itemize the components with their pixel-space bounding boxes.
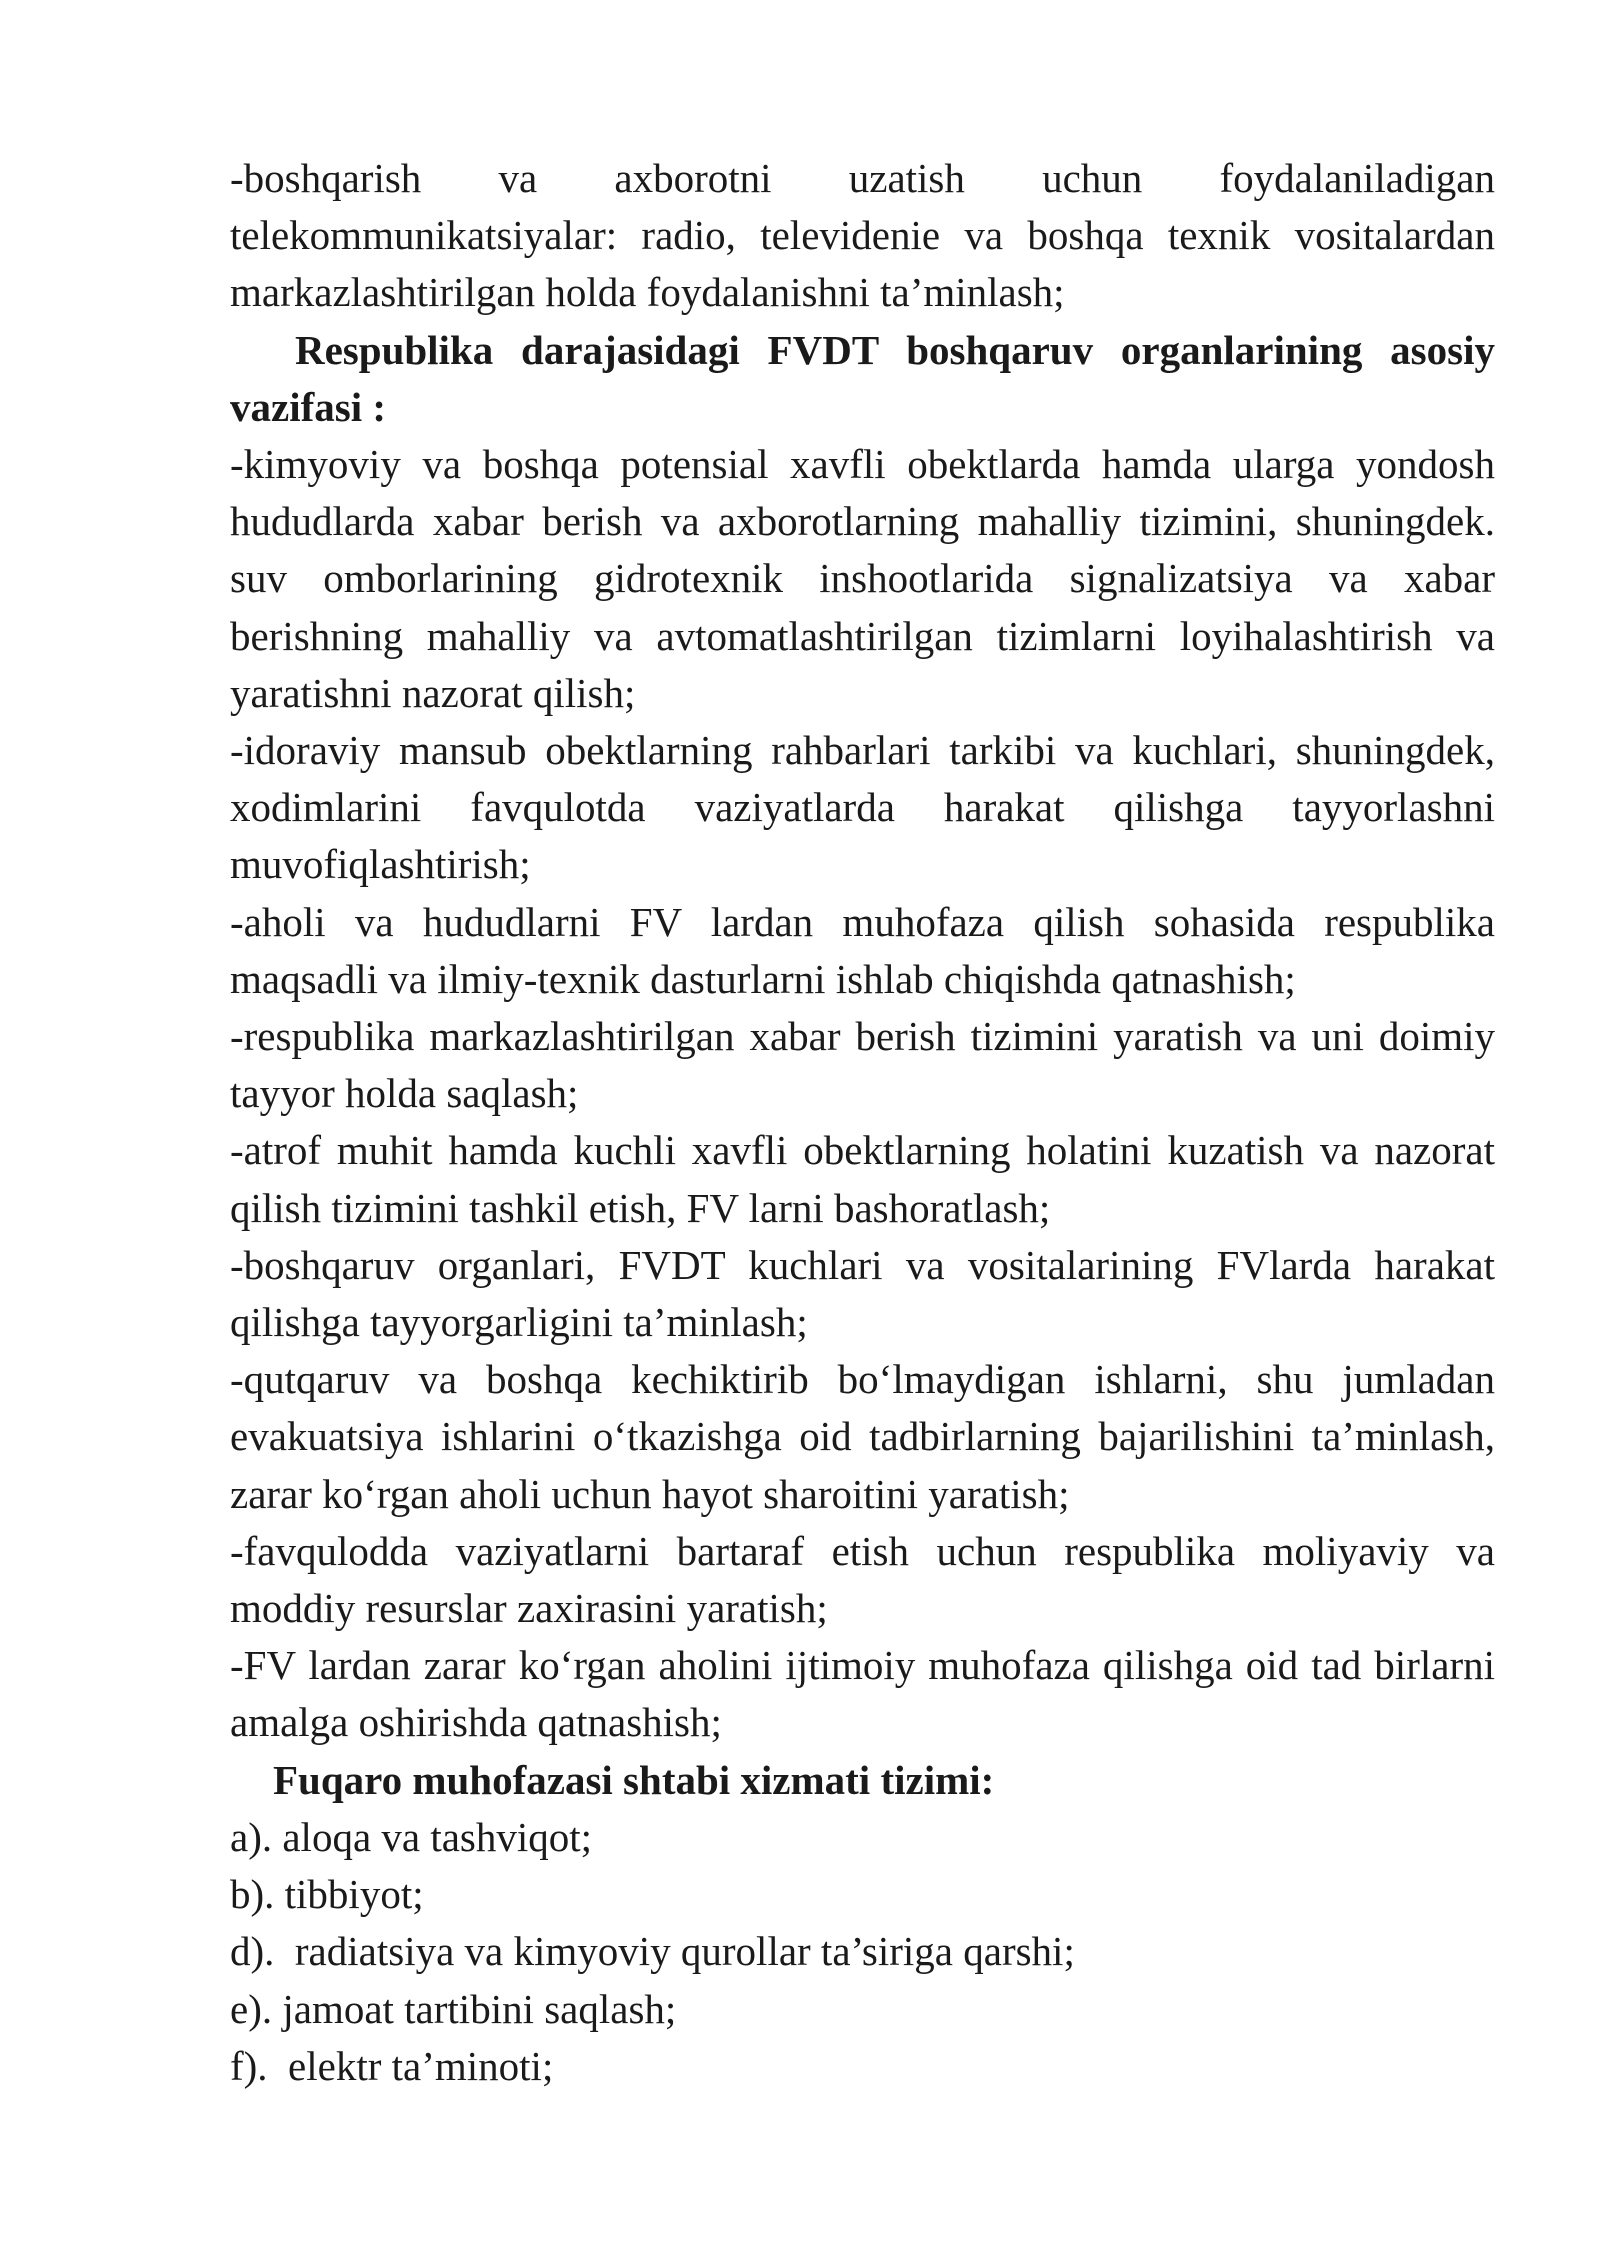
task-paragraph: -kimyoviy va boshqa potensial xavfli obektlarda hamda ularga yondosh hududlarda xabar berish va axborotlarning mahalliy tizimini, shuningdek. suv omborlarining gidrotexnik inshootlarida signalizatsiya va xabar berishning mahalliy va avtomatlashtirilgan tizimlarni loyihalashtirish va yaratishni nazorat qilish; bbox=[230, 441, 1495, 716]
service-list-item: f). elektr ta’minoti; bbox=[230, 2042, 554, 2089]
intro-paragraph: -boshqarish va axborotni uzatish uchun foydalaniladigan telekommunikatsiyalar: radio, televidenie va boshqa texnik vositalardan markazlashtirilgan holda foydalanishni ta’minlash; bbox=[230, 155, 1495, 316]
task-paragraph: -favqulodda vaziyatlarni bartaraf etish uchun respublika moliyaviy va moddiy resurslar zaxirasini yaratish; bbox=[230, 1527, 1495, 1632]
section-heading-services: Fuqaro muhofazasi shtabi xizmati tizimi: bbox=[273, 1756, 995, 1803]
service-list-item: a). aloqa va tashviqot; bbox=[230, 1813, 593, 1860]
service-list-item: e). jamoat tartibini saqlash; bbox=[230, 1985, 677, 2032]
task-paragraph: -respublika markazlashtirilgan xabar berish tizimini yaratish va uni doimiy tayyor holda saqlash; bbox=[230, 1013, 1495, 1117]
service-list-item: b). tibbiyot; bbox=[230, 1871, 424, 1918]
document-page bbox=[230, 150, 1495, 2095]
task-paragraph: -atrof muhit hamda kuchli xavfli obektlarning holatini kuzatish va nazorat qilish tizimini tashkil etish, FV larni bashoratlash; bbox=[230, 1127, 1495, 1231]
section-heading-tasks: Respublika darajasidagi FVDT boshqaruv organlarining asosiy vazifasi : bbox=[230, 326, 1495, 430]
task-paragraph: -idoraviy mansub obektlarning rahbarlari tarkibi va kuchlari, shuningdek, xodimlarini favqulotda vaziyatlarda harakat qilishga tayyorlashni muvofiqlashtirish; bbox=[230, 727, 1495, 888]
service-list-item: d). radiatsiya va kimyoviy qurollar ta’siriga qarshi; bbox=[230, 1928, 1075, 1975]
task-paragraph: -qutqaruv va boshqa kechiktirib bo‘lmaydigan ishlarni, shu jumladan evakuatsiya ishlarini o‘tkazishga oid tadbirlarning bajarilishini ta’minlash, zarar ko‘rgan aholi uchun hayot sharoitini yaratish; bbox=[230, 1356, 1495, 1517]
task-paragraph: -aholi va hududlarni FV lardan muhofaza qilish sohasida respublika maqsadli va ilmiy-texnik dasturlarni ishlab chiqishda qatnashish; bbox=[230, 898, 1495, 1002]
task-paragraph: -FV lardan zarar ko‘rgan aholini ijtimoiy muhofaza qilishga oid tad birlarni amalga oshirishda qatnashish; bbox=[230, 1642, 1495, 1746]
task-paragraph: -boshqaruv organlari, FVDT kuchlari va vositalarining FVlarda harakat qilishga tayyorgarligini ta’minlash; bbox=[230, 1241, 1495, 1346]
